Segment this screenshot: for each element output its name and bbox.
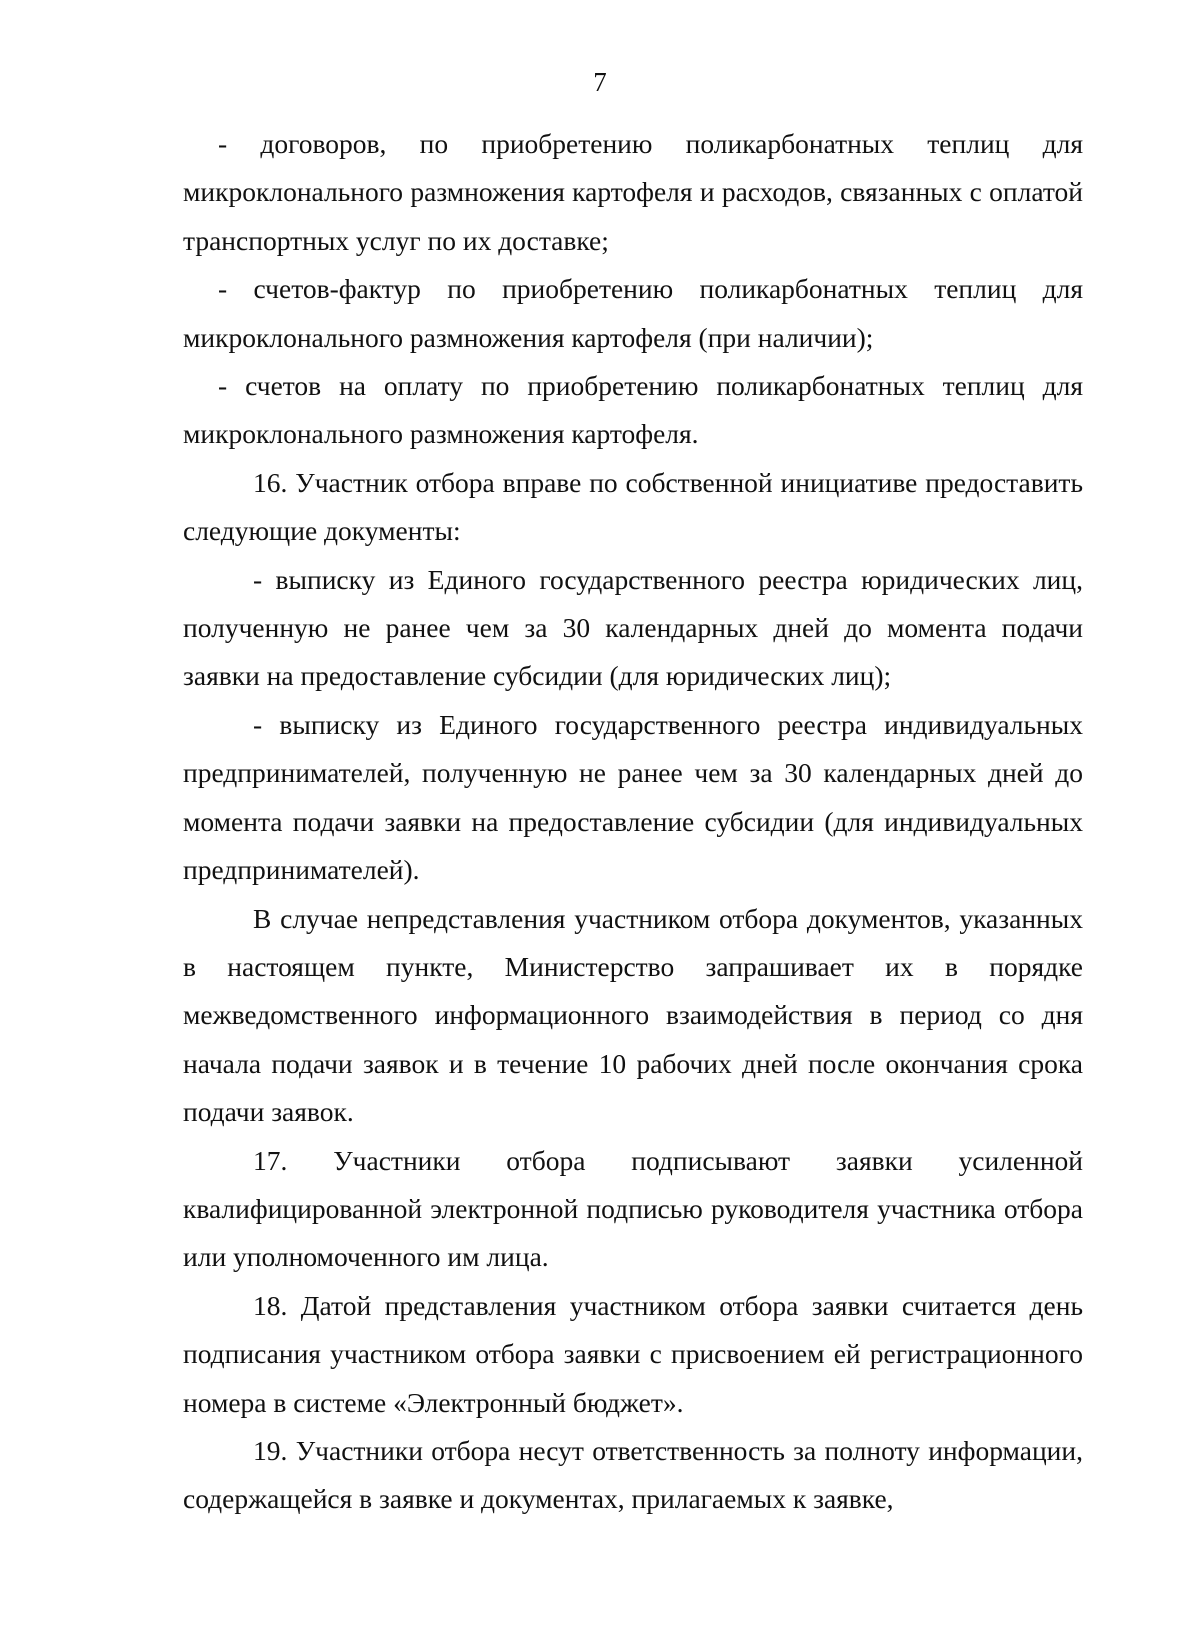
paragraph-contracts: - договоров, по приобретению поликарбонатных теплиц для микроклонального размножения картофеля и расходов, связанных с оплатой транспортных услуг по их доставке; — [183, 128, 1083, 256]
paragraph-item-18: 18. Датой представления участником отбора заявки считается день подписания участником отбора заявки с присвоением ей регистрационного номера в системе «Электронный бюджет». — [183, 1289, 1083, 1418]
paragraph-non-submission: В случае непредставления участником отбора документов, указанных в настоящем пункте, Министерство запрашивает их в порядке межведомственного информационного взаимодействия в период со дня начала подачи заявок и в течение 10 рабочих дней после окончания срока подачи заявок. — [183, 902, 1083, 1128]
paragraph-item-16: 16. Участник отбора вправе по собственной инициативе предоставить следующие документы: — [183, 466, 1083, 547]
paragraph-item-17: 17. Участники отбора подписывают заявки усиленной квалифицированной электронной подписью руководителя участника отбора или уполномоченного им лица. — [183, 1144, 1083, 1273]
paragraph-invoices: - счетов-фактур по приобретению поликарбонатных теплиц для микроклонального размножения картофеля (при наличии); — [183, 273, 1083, 353]
paragraph-item-19: 19. Участники отбора несут ответственность за полноту информации, содержащейся в заявке и документах, прилагаемых к заявке, — [183, 1434, 1083, 1515]
document-body — [183, 120, 1083, 1524]
paragraph-payment-bills: - счетов на оплату по приобретению поликарбонатных теплиц для микроклонального размножения картофеля. — [183, 370, 1083, 450]
paragraph-entrepreneurs-extract: - выписку из Единого государственного реестра индивидуальных предпринимателей, полученную не ранее чем за 30 календарных дней до момента подачи заявки на предоставление субсидии (для индивидуальных предпринимателей). — [183, 708, 1083, 886]
page-number: 7 — [593, 67, 607, 97]
paragraph-legal-entities-extract: - выписку из Единого государственного реестра юридических лиц, полученную не ранее чем за 30 календарных дней до момента подачи заявки на предоставление субсидии (для юридических лиц); — [183, 563, 1083, 692]
